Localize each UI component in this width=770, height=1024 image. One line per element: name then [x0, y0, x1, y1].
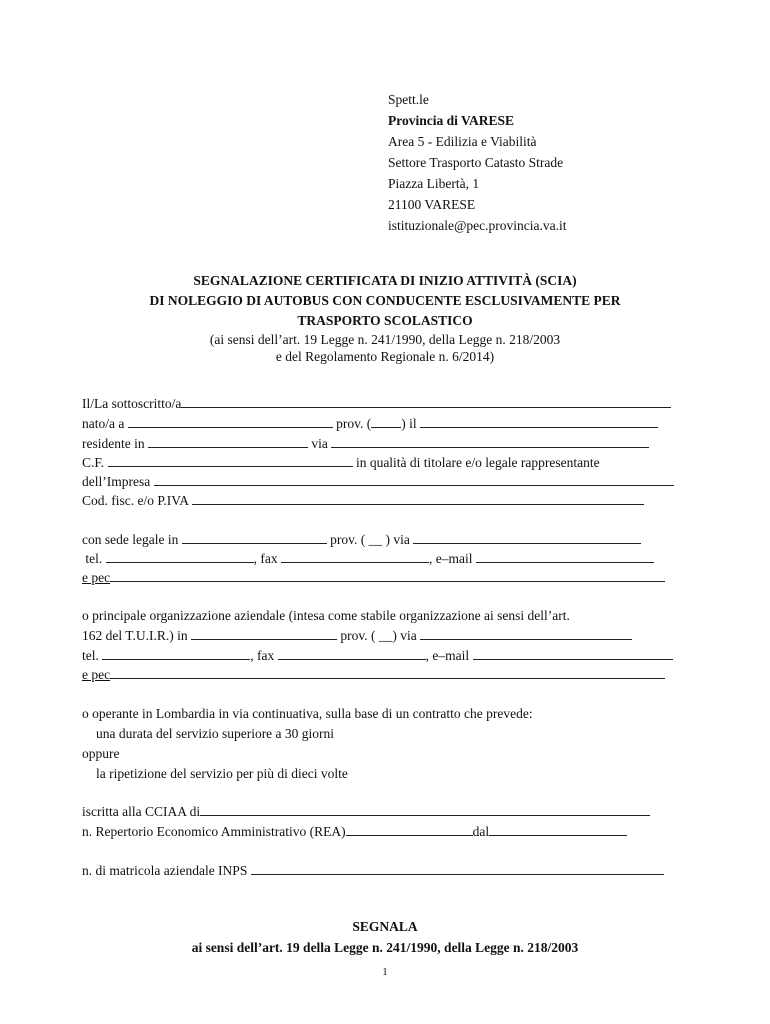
blank-fax[interactable]	[281, 550, 429, 563]
field-row-sottoscritto	[82, 394, 671, 413]
option-durata: una durata del servizio superiore a 30 giorni	[96, 726, 335, 741]
field-row-residente	[82, 434, 649, 453]
title-line-3: TRASPORTO SCOLASTICO	[297, 313, 473, 328]
field-row-pec-2	[82, 665, 665, 684]
blank-cf[interactable]	[108, 454, 353, 467]
document-title	[0, 271, 770, 365]
option-ripetizione: la ripetizione del servizio per più di dieci volte	[96, 766, 348, 781]
blank-fax-2[interactable]	[278, 647, 426, 660]
field-row-pec	[82, 568, 665, 587]
paragraph-principale	[82, 606, 694, 625]
label-rea: n. Repertorio Economico Amministrativo (REA)	[82, 824, 346, 839]
blank-via-principale[interactable]	[420, 627, 632, 640]
blank-prov[interactable]	[371, 415, 401, 428]
recipient-area: Area 5 - Edilizia e Viabilità	[388, 134, 537, 149]
label-tel: tel.	[85, 551, 103, 566]
label-tuir: 162 del T.U.I.R.) in	[82, 628, 188, 643]
title-subtitle-2: e del Regolamento Regionale n. 6/2014)	[275, 349, 495, 364]
blank-cciaa[interactable]	[200, 803, 650, 816]
blank-residente[interactable]	[148, 435, 308, 448]
label-email: , e–mail	[429, 551, 473, 566]
label-prov: prov. (	[336, 416, 372, 431]
segnala-subheading: ai sensi dell’art. 19 della Legge n. 241/1990, della Legge n. 218/2003	[191, 940, 579, 955]
label-impresa: dell’Impresa	[82, 474, 151, 489]
blank-nato[interactable]	[128, 415, 333, 428]
field-row-codfisc	[82, 491, 644, 510]
blank-pec[interactable]	[110, 569, 665, 582]
field-row-cciaa	[82, 802, 650, 821]
label-dal: dal	[472, 824, 490, 839]
label-sottoscritto: Il/La sottoscritto/a	[82, 396, 182, 411]
label-qualita: in qualità di titolare e/o legale rappresentante	[355, 455, 600, 470]
blank-dal[interactable]	[489, 823, 627, 836]
field-row-inps	[82, 861, 664, 880]
field-row-sede-legale	[82, 530, 641, 549]
label-sede-legale: con sede legale in	[82, 532, 179, 547]
label-pec-2: e pec	[82, 667, 111, 682]
blank-via-sede[interactable]	[413, 531, 641, 544]
segnala-section	[0, 916, 770, 958]
blank-rea[interactable]	[346, 823, 473, 836]
recipient-org: Provincia di VARESE	[388, 113, 515, 128]
recipient-address	[388, 89, 567, 236]
blank-data-nascita[interactable]	[420, 415, 658, 428]
field-row-nato	[82, 414, 658, 433]
recipient-city: 21100 VARESE	[388, 197, 476, 212]
label-prov-via-2: prov. ( __) via	[340, 628, 417, 643]
blank-email[interactable]	[476, 550, 654, 563]
blank-sottoscritto[interactable]	[181, 395, 671, 408]
label-via: via	[311, 436, 328, 451]
label-residente: residente in	[82, 436, 145, 451]
field-row-tuir	[82, 626, 632, 645]
segnala-heading: SEGNALA	[352, 919, 418, 934]
label-prov-via: prov. ( __ ) via	[330, 532, 410, 547]
label-tel-2: tel.	[82, 648, 99, 663]
label-fax-2: , fax	[250, 648, 275, 663]
text-oppure: oppure	[82, 746, 120, 761]
field-row-cf	[82, 453, 600, 472]
recipient-email: istituzionale@pec.provincia.va.it	[388, 218, 567, 233]
label-il: ) il	[401, 416, 417, 431]
label-inps: n. di matricola aziendale INPS	[82, 863, 248, 878]
title-line-1: SEGNALAZIONE CERTIFICATA DI INIZIO ATTIVITÀ (SCIA)	[193, 273, 577, 288]
label-nato: nato/a a	[82, 416, 125, 431]
blank-tuir[interactable]	[191, 627, 337, 640]
label-pec: e pec	[82, 570, 111, 585]
field-row-rea	[82, 822, 627, 841]
recipient-street: Piazza Libertà, 1	[388, 176, 480, 191]
field-row-contatti	[82, 549, 654, 568]
title-line-2: DI NOLEGGIO DI AUTOBUS CON CONDUCENTE ESCLUSIVAMENTE PER	[149, 293, 621, 308]
blank-tel[interactable]	[106, 550, 254, 563]
blank-email-2[interactable]	[473, 647, 673, 660]
field-row-contatti-2	[82, 646, 673, 665]
blank-tel-2[interactable]	[102, 647, 250, 660]
text-principale: o principale organizzazione aziendale (intesa come stabile organizzazione ai sensi dell’art.	[82, 608, 570, 623]
page-number: 1	[382, 966, 388, 978]
label-email-2: , e–mail	[425, 648, 470, 663]
label-codfisc: Cod. fisc. e/o P.IVA	[82, 493, 189, 508]
recipient-sector: Settore Trasporto Catasto Strade	[388, 155, 564, 170]
label-cf: C.F.	[82, 455, 105, 470]
text-operante: o operante in Lombardia in via continuativa, sulla base di un contratto che prevede:	[82, 706, 533, 721]
recipient-greeting: Spett.le	[388, 92, 429, 107]
label-cciaa: iscritta alla CCIAA di	[82, 804, 201, 819]
blank-impresa[interactable]	[154, 473, 674, 486]
blank-inps[interactable]	[251, 862, 664, 875]
title-subtitle-1: (ai sensi dell’art. 19 Legge n. 241/1990, della Legge n. 218/2003	[209, 332, 561, 347]
blank-codfisc[interactable]	[192, 492, 644, 505]
blank-via[interactable]	[331, 435, 649, 448]
blank-sede-legale[interactable]	[182, 531, 327, 544]
label-fax: , fax	[253, 551, 278, 566]
blank-pec-2[interactable]	[110, 666, 665, 679]
field-row-impresa	[82, 472, 674, 491]
